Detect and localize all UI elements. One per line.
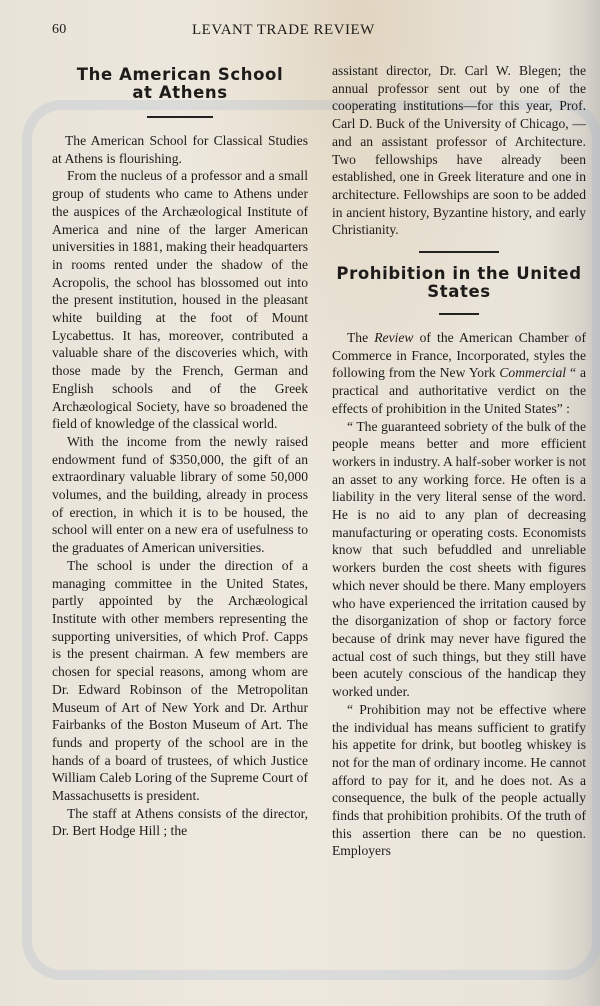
headline-line: at Athens	[132, 83, 228, 102]
article-1-headline	[52, 66, 308, 102]
paragraph: “ Prohibition may not be effective where the individual has means sufficient to gratify his appetite for drink, but bootleg whiskey is not for the man of ordinary income. He cannot afford to pay for it, and he does not. As a consequence, the bulk of the people actually finds that prohibition prohibits. Of the truth of this assertion there can be no question. Employers	[332, 701, 586, 859]
italic-text: Review	[374, 330, 414, 346]
left-column	[52, 62, 308, 840]
divider-rule	[439, 313, 479, 315]
headline-line: The American School	[76, 65, 284, 84]
paragraph: “ The guaranteed sobriety of the bulk of the people means better and more efficient workers in industry. A half-sober worker is not an asset to any working force. He often is a liability in the very literal sense of the word. He is no aid to any plan of decreasing manufacturing or operating costs. Economists know that such befuddled and unreliable workers burden the cost sheets with figures which never should be there. Many employers who have experienced the irritation caused by the disorganization of shop or factory force because of drink may never have figured the actual cost of such things, but they still have been acutely conscious of the handicap they worked under.	[332, 418, 586, 700]
article-2-headline	[332, 265, 586, 301]
page-number: 60	[52, 22, 67, 37]
paragraph-intro	[332, 329, 586, 418]
headline-line: Prohibition in the United	[336, 264, 582, 284]
paragraph: From the nucleus of a professor and a small group of students who came to Athens under the auspices of the Archæological Institute of America and nine of the larger American universities in 1881, making their headquarters in rooms rented under the shadow of the Acropolis, the school has blossomed out into the present institution, housed in the pleasant white building at the foot of Mount Lycabettus. It has, moreover, contributed a valuable share of the discoveries which, with those made by the French, German and English schools and of the Greek Archæological Society, have so broadened the field of knowledge of the classical world.	[52, 168, 308, 432]
paragraph: The American School for Classical Studies at Athens is flourishing.	[52, 133, 308, 166]
paragraph-continuation: assistant director, Dr. Carl W. Blegen; the annual professor sent out by one of the cooperating institutions—for this year, Prof. Carl D. Buck of the University of Chicago, — and an assistant professor of Architecture. Two fellowships have already been established, one in Greek literature and one in architecture. Fellowships are soon to be added in ancient history, Byzantine history, and early Christianity.	[332, 63, 586, 238]
headline-line: States	[427, 282, 491, 302]
text: of the American Chamber of Commerce in France, Incorporated, styles the following from the New York	[332, 330, 586, 381]
right-column	[332, 62, 586, 860]
paragraph: With the income from the newly raised endowment fund of $350,000, the gift of an extraordinary valuable library of some 50,000 volumes, and the building, already in process of erection, in which it is to be housed, the school will enter on a new era of usefulness to the graduates of American universities.	[52, 433, 308, 556]
running-header	[52, 22, 560, 42]
italic-text: Commercial	[499, 365, 567, 381]
text: “ a practical and authoritative verdict on the effects of prohibition in the United States” :	[332, 365, 586, 416]
text: The	[347, 330, 375, 346]
divider-rule	[419, 251, 499, 253]
paragraph: The staff at Athens consists of the director, Dr. Bert Hodge Hill ; the	[52, 805, 308, 839]
publication-title: LEVANT TRADE REVIEW	[192, 22, 375, 38]
divider-rule	[147, 116, 213, 118]
paragraph: The school is under the direction of a managing committee in the United States, partly appointed by the Archæological Institute with other members representing the supporting universities, of which Prof. Capps is the present chairman. A few members are chosen for special reasons, among whom are Dr. Edward Robinson of the Metropolitan Museum of Art of New York and Dr. Arthur Fairbanks of the Boston Museum of Art. The funds and property of the school are in the hands of a board of trustees, of which Justice William Caleb Loring of the Supreme Court of Massachusetts is president.	[52, 557, 308, 804]
